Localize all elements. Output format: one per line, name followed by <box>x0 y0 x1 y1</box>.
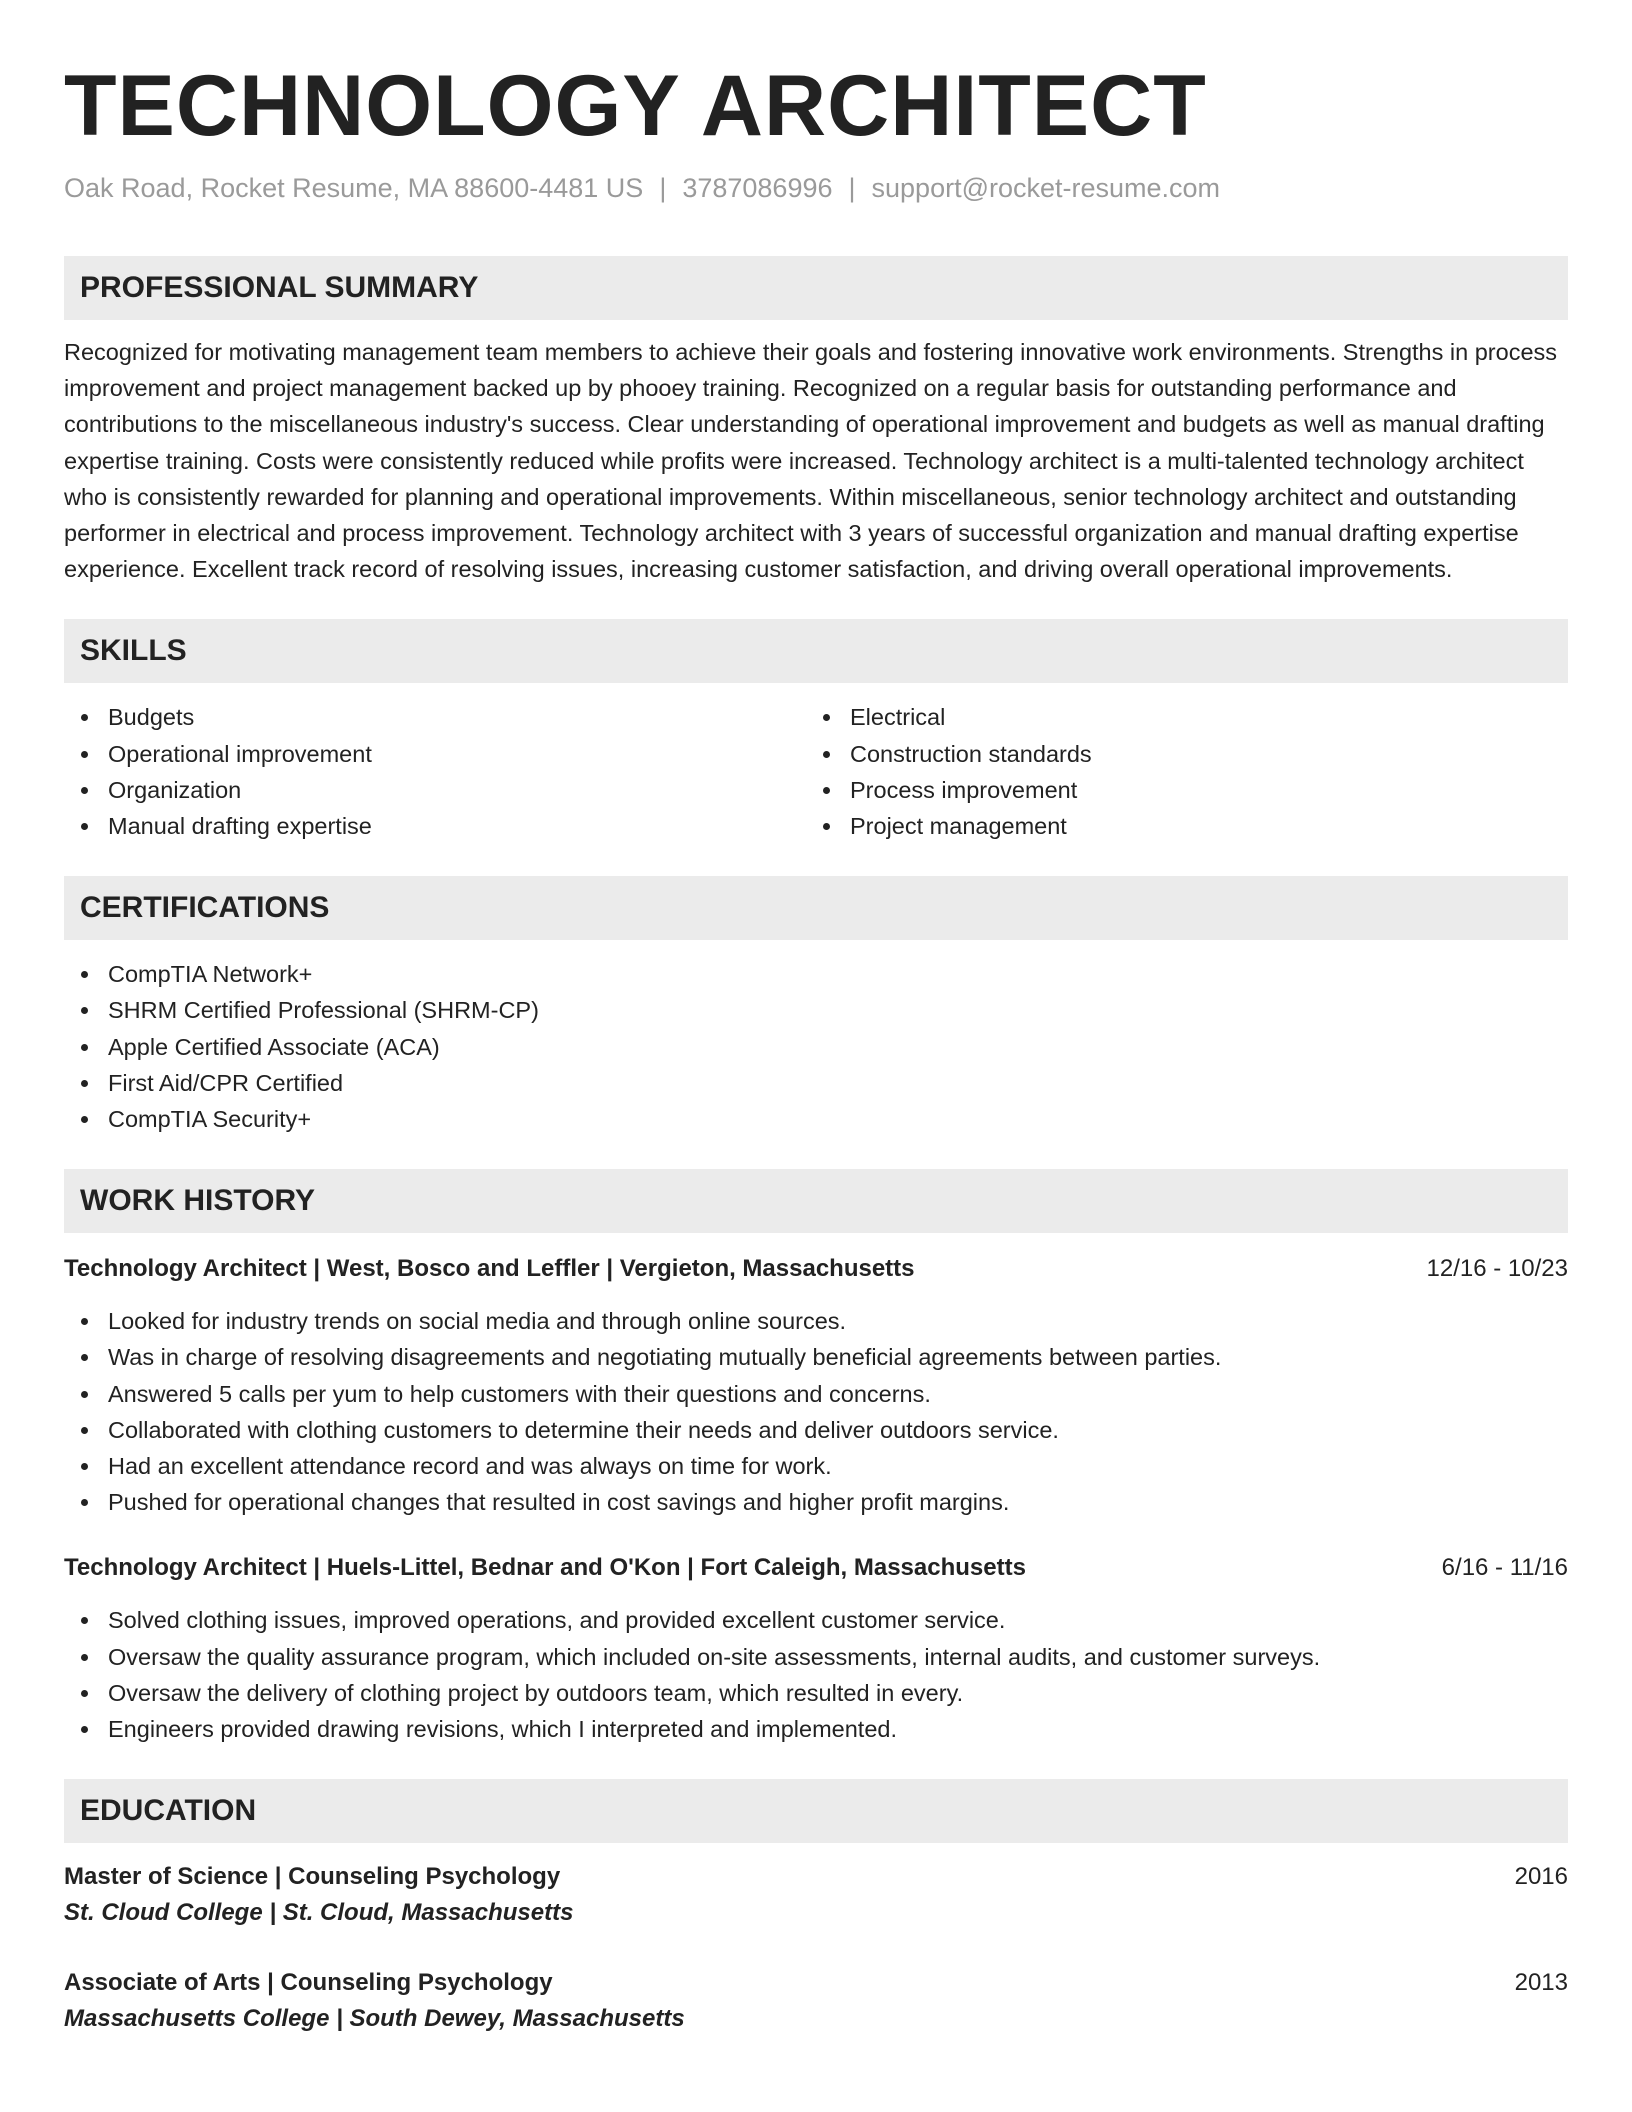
section-heading-work-history: WORK HISTORY <box>64 1169 1568 1233</box>
skill-item: Electrical <box>806 699 1548 735</box>
job-bullet: Looked for industry trends on social media and through online sources. <box>64 1303 1568 1339</box>
contact-line <box>64 170 1568 206</box>
contact-separator: | <box>848 173 856 203</box>
skills-grid <box>64 683 1568 844</box>
skill-item: Construction standards <box>806 736 1548 772</box>
resume-name: TECHNOLOGY ARCHITECT <box>64 58 1207 154</box>
job-header <box>64 1251 1568 1287</box>
job-dates: 12/16 - 10/23 <box>1426 1255 1568 1283</box>
skills-list-right <box>806 699 1548 844</box>
job-bullet: Answered 5 calls per yum to help customers with their questions and concerns. <box>64 1376 1568 1412</box>
job-bullet: Oversaw the delivery of clothing project by outdoors team, which resulted in every. <box>64 1675 1568 1711</box>
contact-email: support@rocket-resume.com <box>871 173 1221 203</box>
job-bullet: Pushed for operational changes that resulted in cost savings and higher profit margins. <box>64 1484 1568 1520</box>
summary-text: Recognized for motivating management team members to achieve their goals and fostering innovative work environments. Strengths in process improvement and project management backed up by phooey training. Recognized on a regular basis for outstanding performance and contributions to the miscellaneous industry's success. Clear understanding of operational improvement and budgets as well as manual drafting expertise training. Costs were consistently reduced while profits were increased. Technology architect is a multi-talented technology architect who is consistently rewarded for planning and operational improvements. Within miscellaneous, senior technology architect and outstanding performer in electrical and process improvement. Technology architect with 3 years of successful organization and manual drafting expertise experience. Excellent track record of resolving issues, increasing customer satisfaction, and driving overall operational improvements. <box>64 339 1558 583</box>
education-section <box>64 1779 1568 2037</box>
skill-item: Manual drafting expertise <box>64 808 806 844</box>
job-title: Technology Architect | Huels-Littel, Bednar and O'Kon | Fort Caleigh, Massachusetts <box>64 1554 1026 1582</box>
education-header <box>64 1859 1568 1895</box>
section-heading-summary: PROFESSIONAL SUMMARY <box>64 256 1568 320</box>
job-bullet: Engineers provided drawing revisions, which I interpreted and implemented. <box>64 1711 1568 1747</box>
certification-item: Apple Certified Associate (ACA) <box>64 1029 1568 1065</box>
skill-item: Project management <box>806 808 1548 844</box>
section-heading-education: EDUCATION <box>64 1779 1568 1843</box>
job-entry <box>64 1550 1568 1747</box>
certification-item: CompTIA Network+ <box>64 956 1568 992</box>
skill-item: Operational improvement <box>64 736 806 772</box>
contact-address: Oak Road, Rocket Resume, MA 88600-4481 US <box>64 173 644 203</box>
work-history-section <box>64 1169 1568 1747</box>
education-school: Massachusetts College | South Dewey, Massachusetts <box>64 2005 685 2033</box>
job-bullets <box>64 1602 1568 1747</box>
education-header <box>64 1965 1568 2001</box>
job-dates: 6/16 - 11/16 <box>1441 1554 1568 1582</box>
job-bullet: Collaborated with clothing customers to determine their needs and deliver outdoors service. <box>64 1412 1568 1448</box>
section-heading-skills: SKILLS <box>64 619 1568 683</box>
job-bullet: Was in charge of resolving disagreements and negotiating mutually beneficial agreements between parties. <box>64 1339 1568 1375</box>
job-bullet: Solved clothing issues, improved operations, and provided excellent customer service. <box>64 1602 1568 1638</box>
certification-item: First Aid/CPR Certified <box>64 1065 1568 1101</box>
education-entry <box>64 1965 1568 2037</box>
education-degree: Master of Science | Counseling Psychology <box>64 1863 561 1891</box>
contact-separator: | <box>659 173 667 203</box>
contact-phone: 3787086996 <box>682 173 833 203</box>
job-bullet: Had an excellent attendance record and was always on time for work. <box>64 1448 1568 1484</box>
section-heading-certifications: CERTIFICATIONS <box>64 876 1568 940</box>
skills-section <box>64 619 1568 844</box>
skill-item: Budgets <box>64 699 806 735</box>
certification-item: SHRM Certified Professional (SHRM-CP) <box>64 992 1568 1028</box>
education-entry <box>64 1859 1568 1931</box>
job-entry <box>64 1251 1568 1520</box>
certifications-list <box>64 956 1568 1137</box>
job-bullets <box>64 1303 1568 1520</box>
certification-item: CompTIA Security+ <box>64 1101 1568 1137</box>
certifications-section <box>64 876 1568 1137</box>
skill-item: Process improvement <box>806 772 1548 808</box>
skill-item: Organization <box>64 772 806 808</box>
education-year: 2013 <box>1514 1969 1568 1997</box>
job-bullet: Oversaw the quality assurance program, which included on-site assessments, internal audits, and customer surveys. <box>64 1639 1568 1675</box>
job-title: Technology Architect | West, Bosco and Leffler | Vergieton, Massachusetts <box>64 1255 915 1283</box>
job-header <box>64 1550 1568 1586</box>
skills-list-left <box>64 699 806 844</box>
education-school: St. Cloud College | St. Cloud, Massachusetts <box>64 1899 574 1927</box>
education-year: 2016 <box>1514 1863 1568 1891</box>
education-degree: Associate of Arts | Counseling Psychology <box>64 1969 553 1997</box>
resume-page <box>64 56 1568 2037</box>
